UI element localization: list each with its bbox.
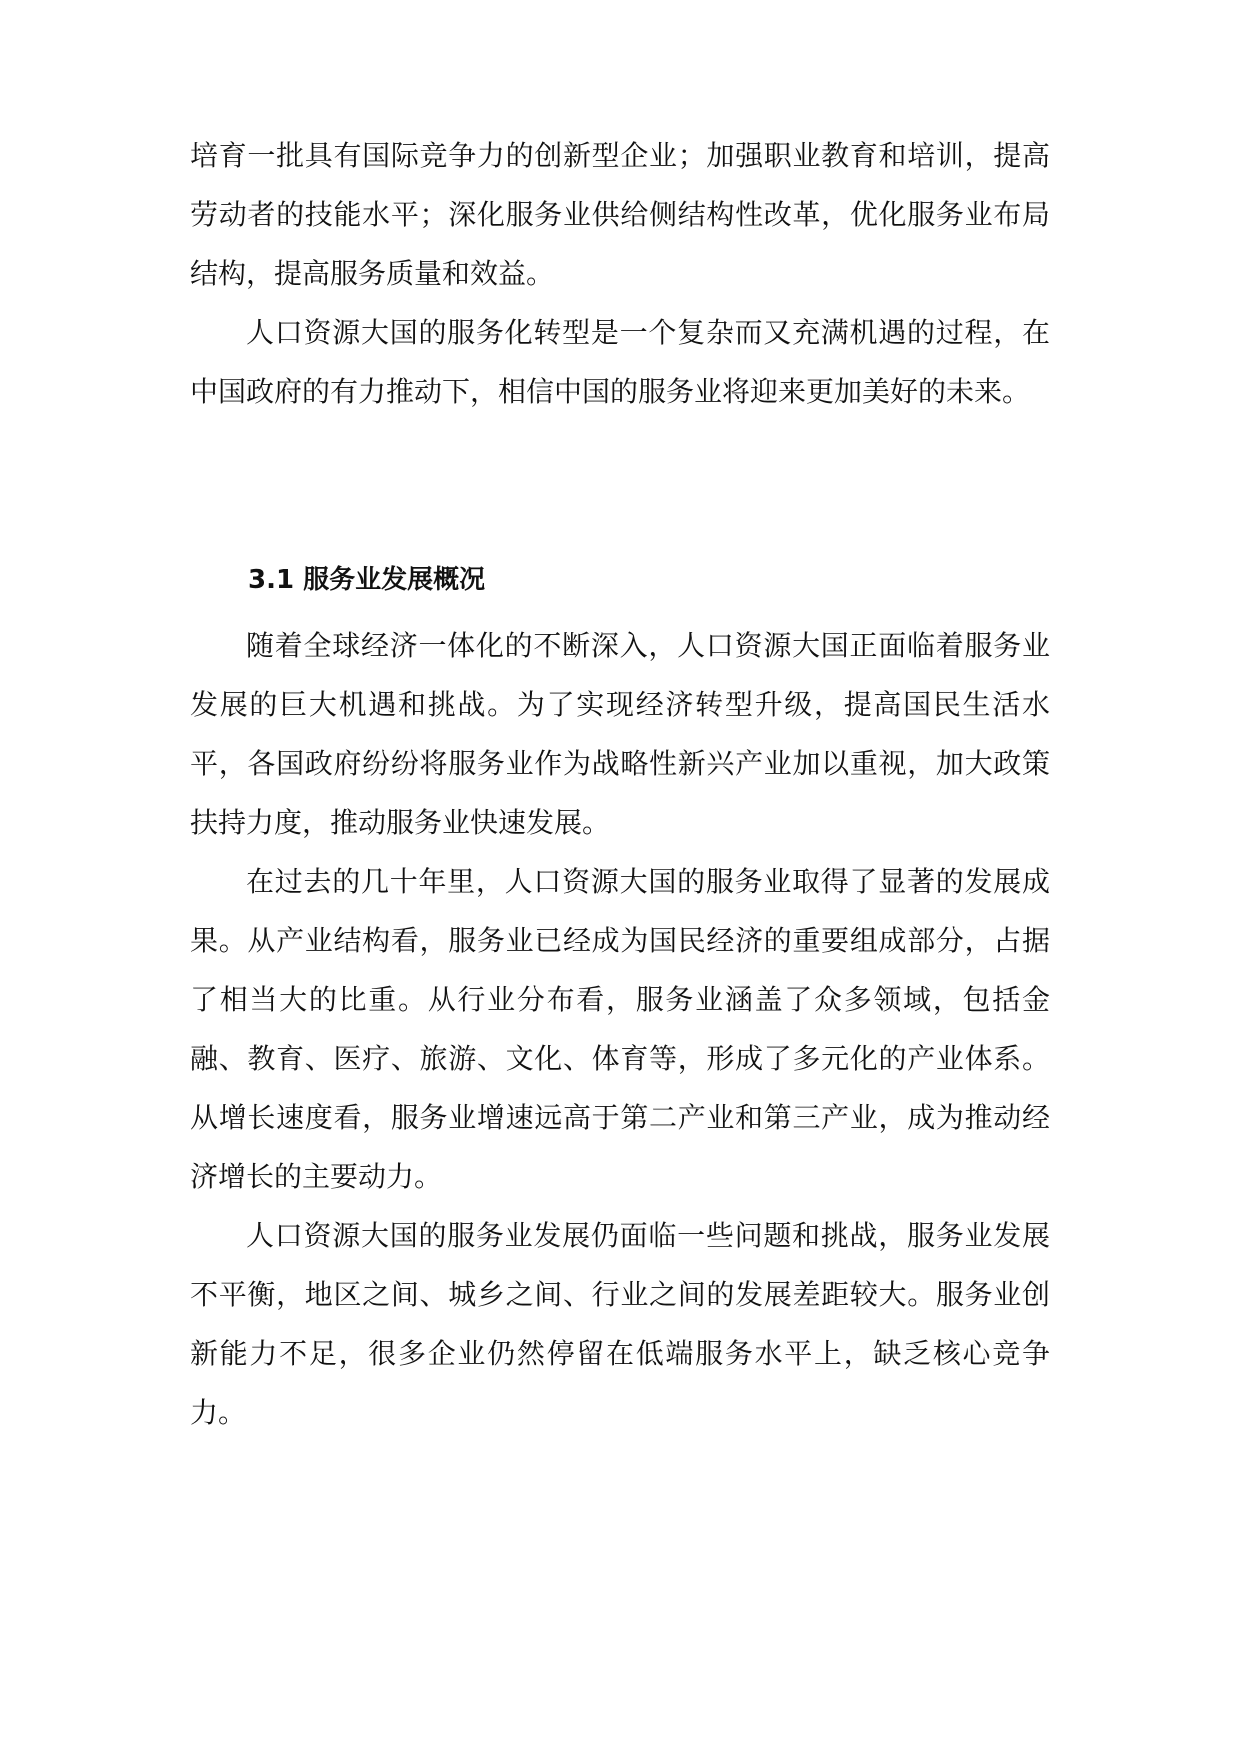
paragraph-continuation: 培育一批具有国际竞争力的创新型企业；加强职业教育和培训，提高劳动者的技能水平；深化服务业供给侧结构性改革，优化服务业布局结构，提高服务质量和效益。	[190, 139, 1050, 290]
paragraph-challenges: 人口资源大国的服务业发展仍面临一些问题和挑战，服务业发展不平衡，地区之间、城乡之间、行业之间的发展差距较大。服务业创新能力不足，很多企业仍然停留在低端服务水平上，缺乏核心竞争力。	[190, 1219, 1050, 1429]
paragraph-achievements: 在过去的几十年里，人口资源大国的服务业取得了显著的发展成果。从产业结构看，服务业已经成为国民经济的重要组成部分，占据了相当大的比重。从行业分布看，服务业涵盖了众多领域，包括金融、教育、医疗、旅游、文化、体育等，形成了多元化的产业体系。从增长速度看，服务业增速远高于第二产业和第三产业，成为推动经济增长的主要动力。	[190, 865, 1050, 1193]
section-heading: 3.1 服务业发展概况	[248, 565, 486, 595]
bottom-text-block	[190, 616, 1050, 1442]
top-text-block	[190, 126, 1050, 421]
paragraph-conclusion: 人口资源大国的服务化转型是一个复杂而又充满机遇的过程，在中国政府的有力推动下，相信中国的服务业将迎来更加美好的未来。	[190, 316, 1050, 408]
paragraph-intro: 随着全球经济一体化的不断深入，人口资源大国正面临着服务业发展的巨大机遇和挑战。为了实现经济转型升级，提高国民生活水平，各国政府纷纷将服务业作为战略性新兴产业加以重视，加大政策扶持力度，推动服务业快速发展。	[190, 629, 1050, 839]
